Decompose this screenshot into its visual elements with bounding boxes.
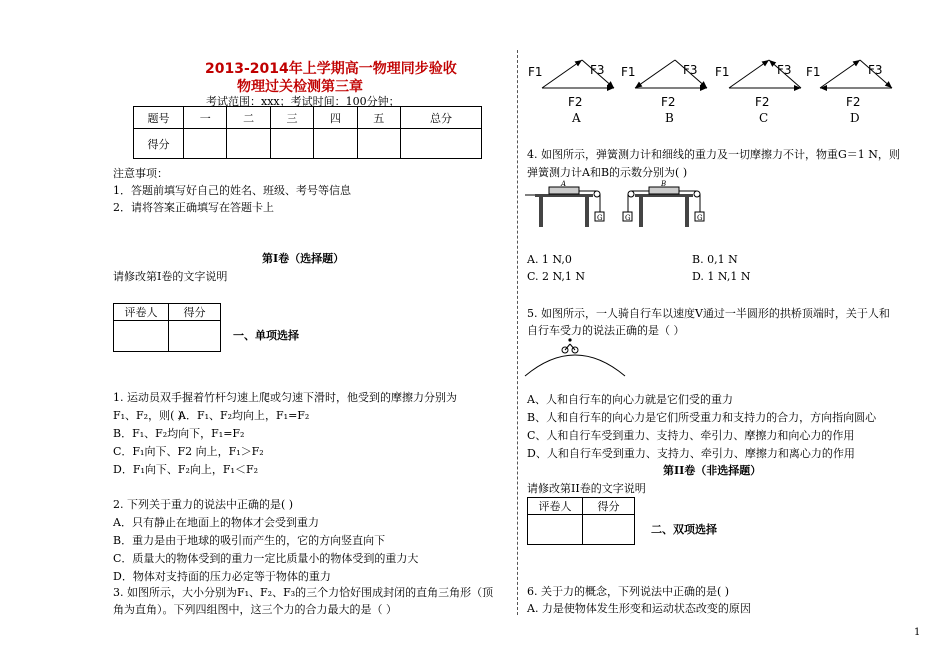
q5-option-b[interactable]: B、人和自行车的向心力是它们所受重力和支持力的合力，方向指向圆心 bbox=[527, 411, 877, 424]
f1-label: F1 bbox=[528, 65, 543, 79]
q4-option-d[interactable]: D. 1 N,1 N bbox=[692, 270, 751, 283]
section-heading-1: 一、单项选择 bbox=[233, 329, 299, 342]
score-header-cell: 四 bbox=[314, 107, 357, 129]
q4-spring-scale-figure bbox=[525, 180, 725, 230]
q1-option-b[interactable]: B．F₁、F₂均向下，F₁=F₂ bbox=[113, 427, 245, 440]
score-cell[interactable] bbox=[227, 129, 270, 159]
score-cell[interactable] bbox=[270, 129, 313, 159]
q2-option-a[interactable]: A．只有静止在地面上的物体才会受到重力 bbox=[113, 516, 319, 529]
f1-label: F1 bbox=[715, 65, 730, 79]
f3-label: F3 bbox=[683, 63, 698, 77]
q1-option-d[interactable]: D．F₁向下、F₂向上，F₁＜F₂ bbox=[113, 463, 258, 476]
triangle-b bbox=[621, 60, 707, 125]
g-label: G bbox=[697, 214, 703, 222]
part1-subtitle: 请修改第I卷的文字说明 bbox=[113, 270, 228, 283]
q4-stem: 4. 如图所示，弹簧测力计和细线的重力及一切摩擦力不计，物重G＝1 N，则 bbox=[527, 148, 900, 161]
q3-stem: 角为直角）。下列四组图中，这三个力的合力最大的是（ ） bbox=[113, 603, 397, 616]
score-cell[interactable] bbox=[401, 129, 482, 159]
column-divider bbox=[517, 50, 518, 615]
part2-subtitle: 请修改第II卷的文字说明 bbox=[527, 482, 646, 495]
q2-option-d[interactable]: D．物体对支持面的压力必定等于物体的重力 bbox=[113, 570, 331, 583]
bicycle-icon bbox=[562, 338, 578, 353]
title-line-2: 物理过关检测第三章 bbox=[237, 79, 363, 95]
q5-stem: 5. 如图所示，一人骑自行车以速度V通过一半圆形的拱桥顶端时，关于人和 bbox=[527, 307, 890, 320]
part2-title: 第II卷（非选择题） bbox=[663, 464, 762, 477]
title-line-1: 2013-2014年上学期高一物理同步验收 bbox=[205, 61, 457, 77]
score-header-cell: 总分 bbox=[401, 107, 482, 129]
grader-cell[interactable] bbox=[528, 515, 583, 545]
f1-label: F1 bbox=[621, 65, 636, 79]
score-cell[interactable] bbox=[583, 515, 635, 545]
q5-arch-bridge-figure bbox=[520, 338, 630, 378]
q1-stem: 1. 运动员双手握着竹杆匀速上爬或匀速下滑时，他受到的摩擦力分别为 bbox=[113, 391, 457, 404]
option-label: D bbox=[850, 111, 860, 125]
grader-cell[interactable] bbox=[114, 321, 169, 352]
q5-option-a[interactable]: A、人和自行车的向心力就是它们受的重力 bbox=[527, 393, 733, 406]
q1-stem: F₁、F₂，则( ) bbox=[113, 409, 183, 422]
score-cell[interactable] bbox=[357, 129, 400, 159]
score-cell[interactable] bbox=[184, 129, 227, 159]
q5-option-d[interactable]: D、人和自行车受到重力、支持力、牵引力、摩擦力和离心力的作用 bbox=[527, 447, 855, 460]
grader-table-1 bbox=[113, 303, 221, 352]
f1-label: F1 bbox=[806, 65, 821, 79]
f3-label: F3 bbox=[868, 63, 883, 77]
exam-info: 考试范围：xxx；考试时间：100分钟； bbox=[206, 95, 400, 108]
triangle-a bbox=[528, 60, 614, 125]
option-label: B bbox=[665, 111, 674, 125]
q3-stem: 3. 如图所示，大小分别为F₁、F₂、F₃的三个力恰好围成封闭的直角三角形（顶 bbox=[113, 586, 494, 599]
f2-label: F2 bbox=[568, 95, 583, 109]
triangle-d bbox=[806, 60, 892, 125]
q2-option-c[interactable]: C．质量大的物体受到的重力一定比质量小的物体受到的重力大 bbox=[113, 552, 419, 565]
scale-b-label: B bbox=[661, 180, 667, 188]
q4-option-c[interactable]: C. 2 N,1 N bbox=[527, 270, 586, 283]
f2-label: F2 bbox=[755, 95, 770, 109]
score-header-cell: 三 bbox=[270, 107, 313, 129]
grader-header: 评卷人 bbox=[528, 498, 583, 515]
score-cell[interactable] bbox=[169, 321, 221, 352]
notes-item: 2．请将答案正确填写在答题卡上 bbox=[113, 201, 274, 214]
f3-label: F3 bbox=[777, 63, 792, 77]
score-header-cell: 一 bbox=[184, 107, 227, 129]
q6-stem: 6. 关于力的概念，下列说法中正确的是( ) bbox=[527, 585, 730, 598]
q2-stem: 2. 下列关于重力的说法中正确的是( ) bbox=[113, 498, 294, 511]
score-header-cell: 题号 bbox=[134, 107, 184, 129]
score-header-cell: 五 bbox=[357, 107, 400, 129]
q1-option-a[interactable]: A．F₁、F₂均向上，F₁=F₂ bbox=[178, 409, 310, 422]
score-cell[interactable] bbox=[314, 129, 357, 159]
grader-header: 评卷人 bbox=[114, 304, 169, 321]
q5-stem: 自行车受力的说法正确的是（ ） bbox=[527, 324, 685, 337]
f3-label: F3 bbox=[590, 63, 605, 77]
notes-heading: 注意事项： bbox=[113, 167, 168, 180]
option-label: C bbox=[759, 111, 769, 125]
score-header: 得分 bbox=[583, 498, 635, 515]
part1-title: 第Ⅰ卷（选择题） bbox=[262, 252, 345, 265]
q3-triangle-figures bbox=[520, 52, 920, 132]
section-heading-2: 二、双项选择 bbox=[651, 523, 717, 536]
q2-option-b[interactable]: B．重力是由于地球的吸引而产生的，它的方向竖直向下 bbox=[113, 534, 386, 547]
option-label: A bbox=[572, 111, 581, 125]
q1-option-c[interactable]: C．F₁向下、F2 向上，F₁＞F₂ bbox=[113, 445, 264, 458]
score-header-cell: 二 bbox=[227, 107, 270, 129]
notes-item: 1．答题前填写好自己的姓名、班级、考号等信息 bbox=[113, 184, 351, 197]
q4-option-a[interactable]: A. 1 N,0 bbox=[527, 253, 572, 266]
score-row-label: 得分 bbox=[134, 129, 184, 159]
f2-label: F2 bbox=[661, 95, 676, 109]
g-label: G bbox=[597, 214, 603, 222]
grader-table-2 bbox=[527, 497, 635, 545]
f2-label: F2 bbox=[846, 95, 861, 109]
score-table bbox=[133, 106, 482, 159]
q4-option-b[interactable]: B. 0,1 N bbox=[692, 253, 738, 266]
g-label: G bbox=[625, 214, 631, 222]
q6-option-a[interactable]: A. 力是使物体发生形变和运动状态改变的原因 bbox=[527, 602, 751, 615]
score-header: 得分 bbox=[169, 304, 221, 321]
page-number: 1 bbox=[914, 627, 921, 638]
q4-stem: 弹簧测力计A和B的示数分别为( ) bbox=[527, 166, 688, 179]
q5-option-c[interactable]: C、人和自行车受到重力、支持力、牵引力、摩擦力和向心力的作用 bbox=[527, 429, 855, 442]
triangle-c bbox=[715, 60, 801, 125]
scale-a-label: A bbox=[561, 180, 567, 188]
